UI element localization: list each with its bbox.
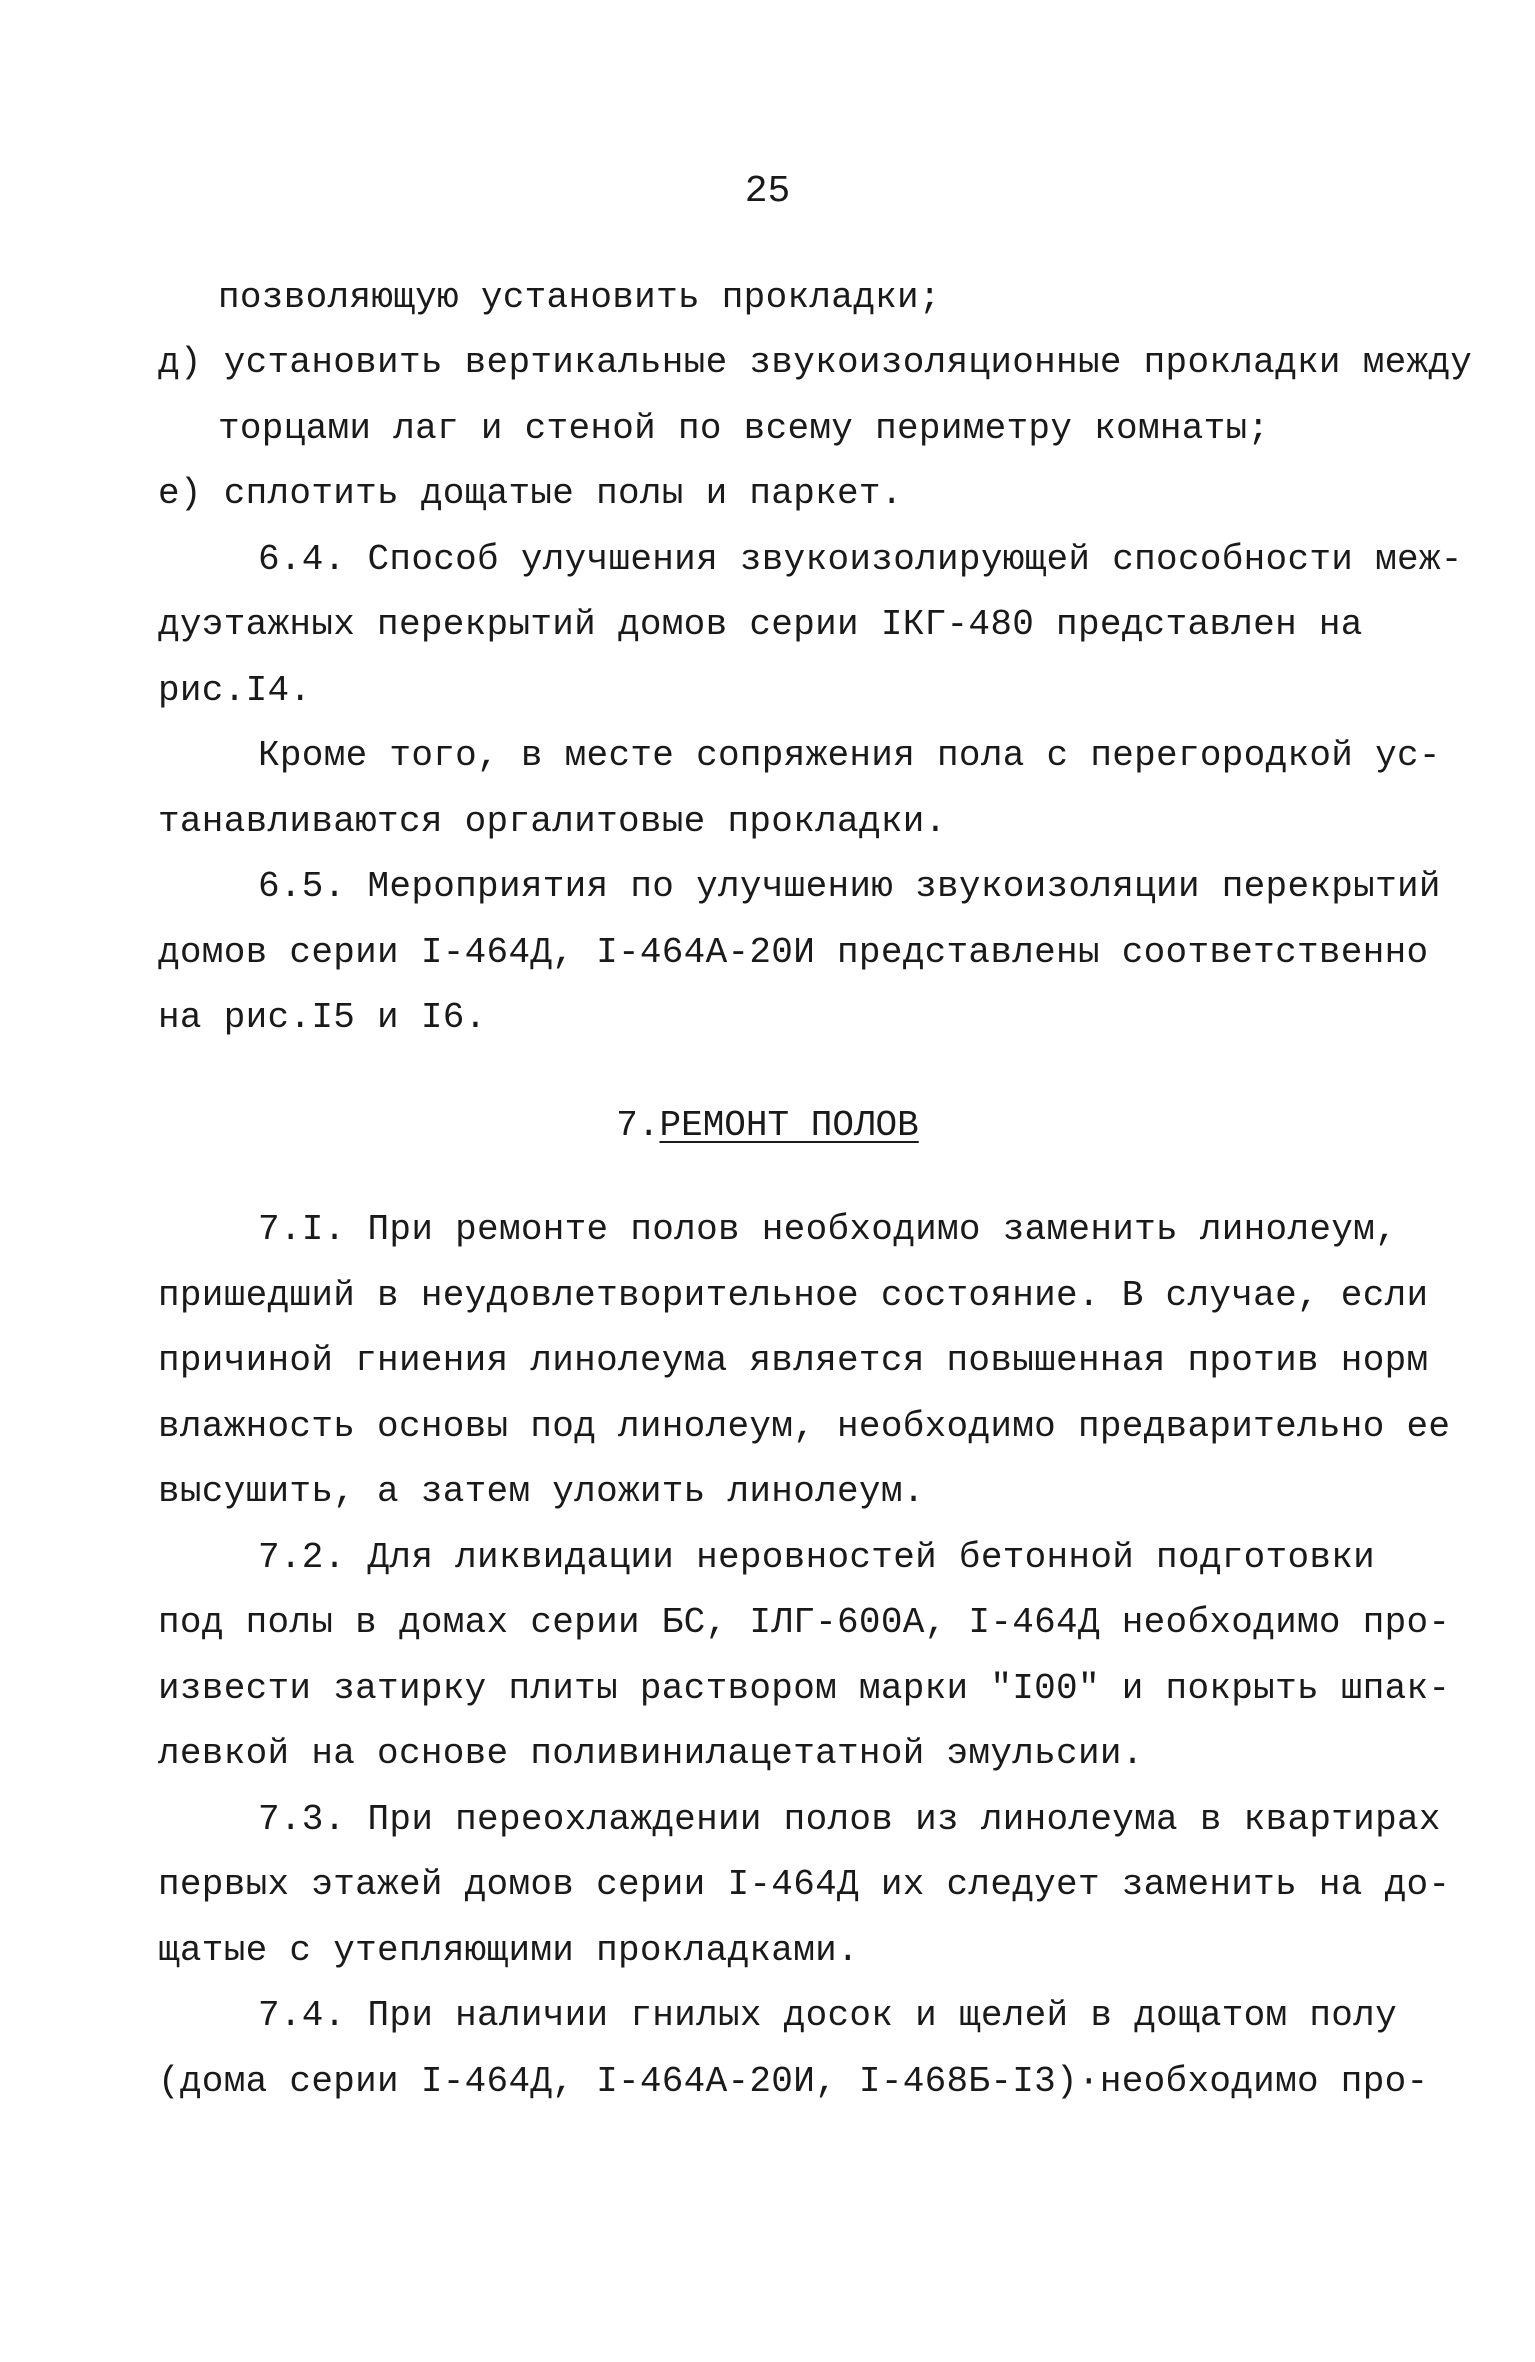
text-line: (дома серии I-464Д, I-464А-20И, I-468Б-I3)·необходимо про- [158, 2061, 1429, 2102]
section-title: РЕМОНТ ПОЛОВ [659, 1105, 919, 1146]
text-line: д) установить вертикальные звукоизоляционные прокладки между [158, 342, 1473, 383]
text-line: 7.2. Для ликвидации неровностей бетонной подготовки [258, 1537, 1376, 1578]
text-line: на рис.I5 и I6. [158, 997, 487, 1038]
text-line: 7.I. При ремонте полов необходимо заменить линолеум, [258, 1209, 1397, 1250]
page-number: 25 [744, 170, 791, 213]
text-line: щатые с утепляющими прокладками. [158, 1930, 859, 1971]
text-line: 6.4. Способ улучшения звукоизолирующей способности меж- [258, 539, 1463, 580]
text-line: влажность основы под линолеум, необходимо предварительно ее [158, 1406, 1451, 1447]
text-line: Кроме того, в месте сопряжения пола с перегородкой ус- [258, 735, 1441, 776]
text-line: позволяющую установить прокладки; [218, 277, 941, 318]
section-number: 7. [616, 1105, 660, 1146]
text-line: домов серии I-464Д, I-464А-20И представлены соответственно [158, 932, 1429, 973]
text-line: левкой на основе поливинилацетатной эмульсии. [158, 1733, 1144, 1774]
text-line: высушить, а затем уложить линолеум. [158, 1471, 925, 1512]
text-line: танавливаются оргалитовые прокладки. [158, 801, 947, 842]
text-line: причиной гниения линолеума является повышенная против норм [158, 1340, 1429, 1381]
text-line: первых этажей домов серии I-464Д их следует заменить на до- [158, 1864, 1451, 1905]
text-line: извести затирку плиты раствором марки "I00" и покрыть шпак- [158, 1668, 1451, 1709]
text-line: дуэтажных перекрытий домов серии IКГ-480 представлен на [158, 604, 1363, 645]
text-line: рис.I4. [158, 670, 312, 711]
text-line: торцами лаг и стеной по всему периметру комнаты; [218, 408, 1270, 449]
text-line: 7.3. При переохлаждении полов из линолеума в квартирах [258, 1799, 1441, 1840]
text-line: пришедший в неудовлетворительное состояние. В случае, если [158, 1275, 1429, 1316]
text-line: 7.4. При наличии гнилых досок и щелей в дощатом полу [258, 1995, 1397, 2036]
text-line: 6.5. Мероприятия по улучшению звукоизоляции перекрытий [258, 866, 1441, 907]
text-line: под полы в домах серии БС, IЛГ-600А, I-464Д необходимо про- [158, 1602, 1451, 1643]
text-line: е) сплотить дощатые полы и паркет. [158, 473, 903, 514]
section-heading [0, 1102, 1535, 1150]
